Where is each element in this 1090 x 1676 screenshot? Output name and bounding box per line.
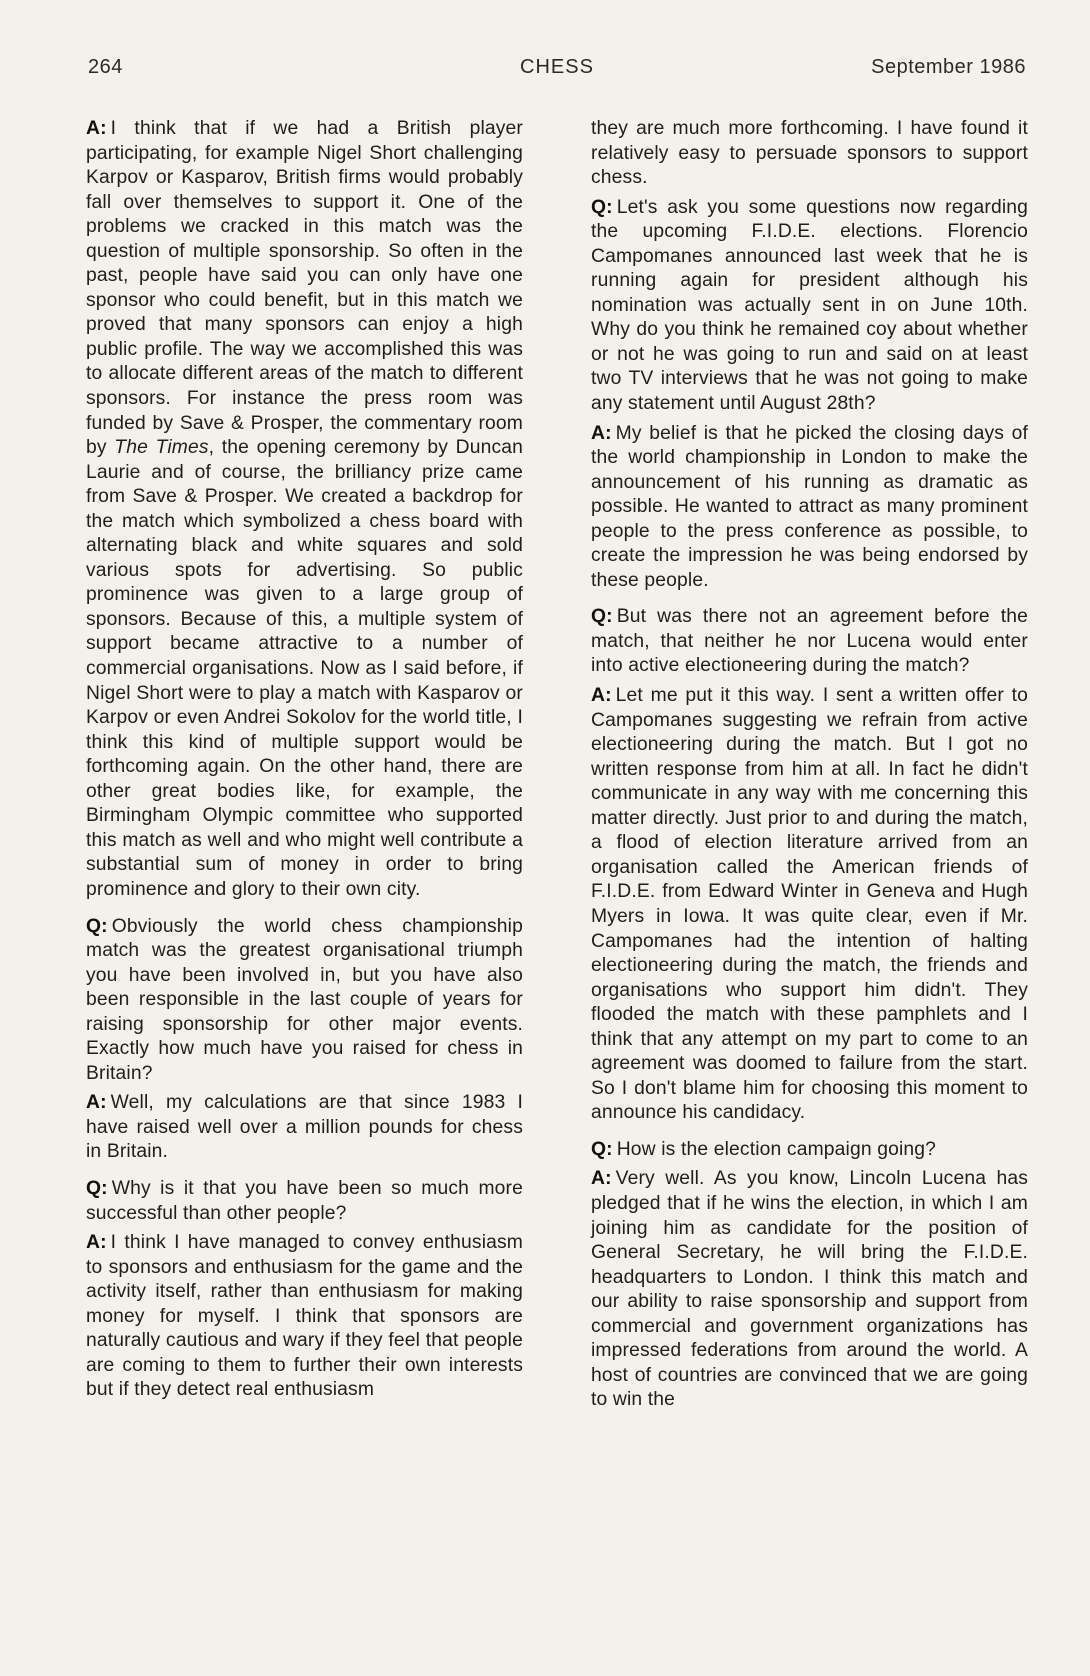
- publication-title: The Times: [114, 437, 209, 459]
- paragraph-text: My belief is that he picked the closing days of the world championship in London to make the announcement of his running as dramatic as possible. He wanted to attract as many prominent people to the press conference as possible, to create the impression he was being endorsed by these people.: [591, 422, 1028, 591]
- paragraph-text: they are much more forthcoming. I have found it relatively easy to persuade sponsors to support chess.: [591, 118, 1028, 189]
- speaker-label: A:: [591, 685, 612, 707]
- paragraph: [591, 1138, 1028, 1163]
- right-column: [591, 117, 1028, 1413]
- paragraph: [86, 1091, 523, 1165]
- paragraph-text: I think I have managed to convey enthusiasm to sponsors and enthusiasm for the game and the activity itself, rather than enthusiasm for making money for myself. I think that sponsors are naturally cautious and wary if they feel that people are coming to them to further their own interests but if they detect real enthusiasm: [86, 1232, 523, 1401]
- speaker-label: A:: [86, 1232, 107, 1254]
- paragraph: [591, 196, 1028, 417]
- paragraph: [591, 1167, 1028, 1412]
- paragraph-text: Let me put it this way. I sent a written offer to Campomanes suggesting we refrain from active electioneering during the match. But I got no written response from him at all. In fact he didn't communicate in any way with me concerning this matter directly. Just prior to and during the match, a flood of election literature arrived from an organisation called the American friends of F.I.D.E. from Edward Winter in Geneva and Hugh Myers in Iowa. It was quite clear, even if Mr. Campomanes had the intention of halting electioneering during the match, the friends and organisations who support him didn't. They flooded the match with these pamphlets and I think that any attempt on my part to come to an agreement was doomed to failure from the start. So I don't blame him for choosing this moment to announce his candidacy.: [591, 685, 1028, 1124]
- page-number: 264: [88, 56, 123, 78]
- speaker-label: Q:: [591, 196, 613, 218]
- paragraph-text: I think that if we had a British player participating, for example Nigel Short challenging Karpov or Kasparov, British firms would probably fall over themselves to support it. One of the problems we cracked in this match was the question of multiple sponsorship. So often in the past, people have said you can only have one sponsor who could benefit, but in this match we proved that many sponsors can enjoy a high public profile. The way we accomplished this was to allocate different areas of the match to different sponsors. For instance the press room was funded by Save & Prosper, the commentary room by: [86, 118, 523, 459]
- speaker-label: Q:: [86, 1177, 108, 1199]
- paragraph-text: Well, my calculations are that since 1983 I have raised well over a million pounds for chess in Britain.: [86, 1092, 523, 1163]
- speaker-label: A:: [86, 1092, 107, 1114]
- speaker-label: Q:: [591, 1138, 613, 1160]
- paragraph: [591, 117, 1028, 191]
- paragraph-text: Why is it that you have been so much more successful than other people?: [86, 1177, 523, 1224]
- speaker-label: A:: [86, 118, 107, 139]
- paragraph: [86, 915, 523, 1087]
- paragraph: [591, 605, 1028, 679]
- paragraph-text: Very well. As you know, Lincoln Lucena has pledged that if he wins the election, in which I am joining him as candidate for the position of General Secretary, he will bring the F.I.D.E. headquarters to London. I think this match and our ability to raise sponsorship and support from commercial and government organizations has impressed federations from around the world. A host of countries are convinced that we are going to win the: [591, 1168, 1028, 1411]
- speaker-label: A:: [591, 1168, 612, 1190]
- paragraph: [86, 1231, 523, 1403]
- paragraph-text: How is the election campaign going?: [616, 1138, 937, 1160]
- speaker-label: A:: [591, 422, 612, 444]
- paragraph: [86, 1177, 523, 1226]
- paragraph-text: But was there not an agreement before the match, that neither he nor Lucena would enter into active electioneering during the match?: [591, 606, 1028, 677]
- magazine-title: CHESS: [520, 56, 594, 78]
- paragraph: [86, 117, 523, 903]
- paragraph-text: , the opening ceremony by Duncan Laurie and of course, the brilliancy prize came from Save & Prosper. We created a backdrop for the match which symbolized a chess board with alternating black and white squares and sold various spots for advertising. So public prominence was given to a large group of sponsors. Because of this, a multiple system of support became attractive to a number of commercial organisations. Now as I said before, if Nigel Short were to play a match with Kasparov or Karpov or even Andrei Sokolov for the world title, I think this kind of multiple support would be forthcoming again. On the other hand, there are other great bodies like, for example, the Birmingham Olympic committee who supported this match as well and who might well contribute a substantial sum of money in order to bring prominence and glory to their own city.: [86, 437, 524, 900]
- page-header: [88, 56, 1026, 86]
- paragraph: [591, 684, 1028, 1126]
- speaker-label: Q:: [86, 915, 108, 937]
- issue-date: September 1986: [871, 56, 1026, 78]
- paragraph-text: Let's ask you some questions now regarding the upcoming F.I.D.E. elections. Florencio Campomanes announced last week that he is running again for president although his nomination was actually sent in on June 10th. Why do you think he remained coy about whether or not he was going to run and said on at least two TV interviews that he was not going to make any statement until August 28th?: [591, 196, 1028, 415]
- paragraph: [591, 422, 1028, 594]
- speaker-label: Q:: [591, 606, 613, 628]
- paragraph-text: Obviously the world chess championship match was the greatest organisational triumph you have been involved in, but you have also been responsible in the last couple of years for raising sponsorship for other major events. Exactly how much have you raised for chess in Britain?: [86, 915, 523, 1084]
- left-column: [86, 117, 523, 1403]
